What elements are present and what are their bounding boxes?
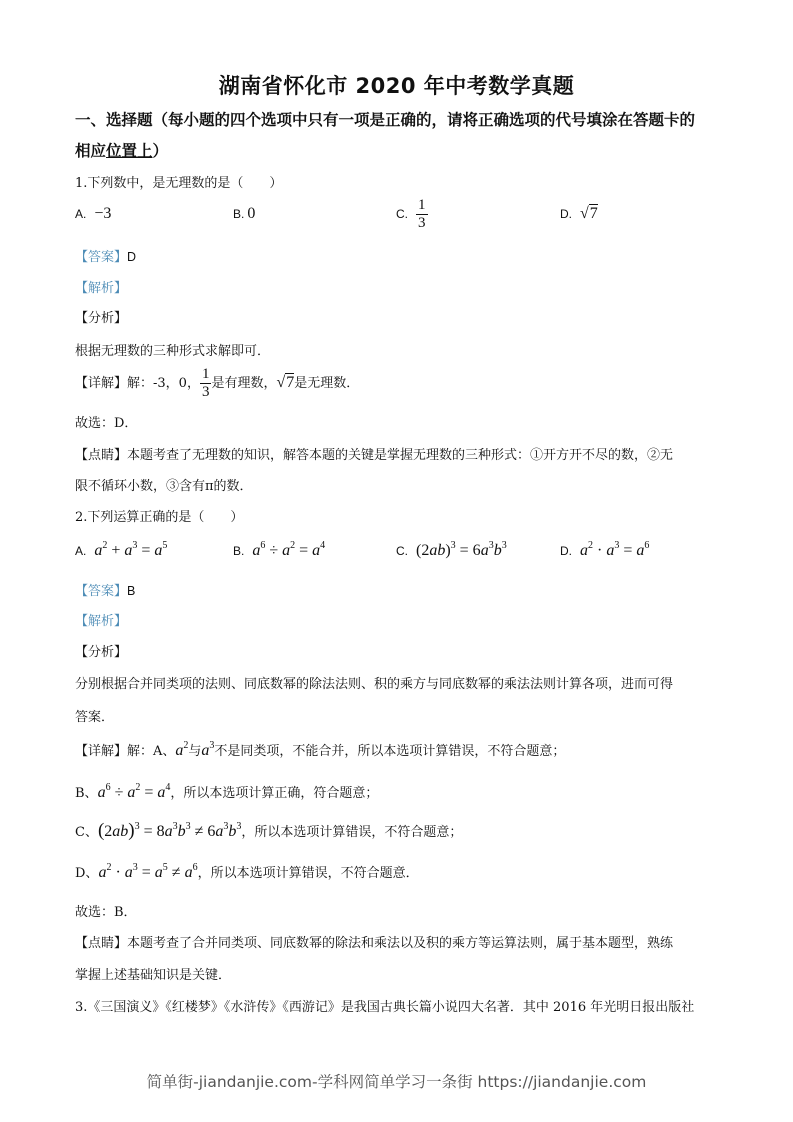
option-label: D. <box>560 544 572 558</box>
xiangjie-text: B、 <box>75 786 98 801</box>
q2-option-c: C. $(2ab)^3 = 6a^3b^3$ <box>396 540 507 559</box>
fraction: $\frac{1}{3}$ <box>201 366 210 400</box>
q1-fenxi-tag: 【分析】 <box>75 311 128 326</box>
section-heading-part: ） <box>152 142 169 160</box>
q1-choice: 故选：D． <box>75 416 138 431</box>
option-label: A. <box>75 207 87 221</box>
radical-icon: √ <box>580 205 589 222</box>
option-label: C. <box>396 544 408 558</box>
q1-dianjing-line2: 限不循环小数，③含有π的数． <box>75 479 253 494</box>
dianjing-tag: 【点睛】 <box>75 936 128 951</box>
section-heading: 一、选择题（每小题的四个选项中只有一项是正确的，请将正确选项的代号填涂在答题卡的 <box>75 111 696 129</box>
option-label: C. <box>396 207 408 221</box>
xiangjie-tag: 【详解】 <box>75 376 128 391</box>
xiangjie-text: 是无理数． <box>294 376 360 391</box>
section-heading-underlined: 位置上 <box>106 142 153 160</box>
q1-fenxi-text: 根据无理数的三种形式求解即可． <box>75 344 271 359</box>
answer-value: D <box>127 250 137 264</box>
xiangjie-text: 不是同类项，不能合并，所以本选项计算错误，不符合题意； <box>214 744 566 759</box>
q2-xiangjie-a: 【详解】解：A、$a^2$与$a^3$不是同类项，不能合并，所以本选项计算错误，不符合题意； <box>75 740 566 759</box>
q2-xiangjie-c: C、$(2ab)^3 = 8a^3b^3 \ne 6a^3b^3$，所以本选项计算错误，不符合题意； <box>75 820 463 841</box>
q2-dianjing <box>75 932 673 951</box>
section-heading-continued <box>75 139 168 161</box>
q1-answer <box>75 246 136 265</box>
xiangjie-tag: 【详解】 <box>75 744 128 759</box>
fraction: $\frac{1}{3}$ <box>418 197 426 231</box>
q2-option-b: B. $a^6 \div a^2 = a^4$ <box>233 540 326 559</box>
xiangjie-text: 解：A、 <box>127 744 176 759</box>
xiangjie-text: 解：-3，0， <box>127 376 200 391</box>
section-heading-part: 相应 <box>75 142 107 160</box>
q2-fenxi-line1: 分别根据合并同类项的法则、同底数幂的除法法则、积的乘方与同底数幂的乘法法则计算各项，进而可得 <box>75 677 674 692</box>
q1-option-b <box>233 205 255 223</box>
q2-fenxi-tag: 【分析】 <box>75 645 128 660</box>
q1-option-d <box>560 205 598 223</box>
q1-jiexi-tag: 【解析】 <box>75 281 128 296</box>
q2-option-d: D. $a^2 \cdot a^3 = a^6$ <box>560 540 650 559</box>
option-value: −3 <box>94 205 112 222</box>
xiangjie-text: 是有理数， <box>211 376 277 391</box>
q1-xiangjie <box>75 366 359 401</box>
xiangjie-text: ，所以本选项计算错误，不符合题意； <box>241 825 463 840</box>
question-1-stem: 1.下列数中，是无理数的是（ ） <box>75 176 283 191</box>
option-value: 0 <box>247 205 256 222</box>
answer-value: B <box>127 584 136 598</box>
xiangjie-text: ，所以本选项计算错误，不符合题意． <box>197 866 419 881</box>
square-root: √7 <box>580 205 598 222</box>
page-title: 湖南省怀化市 2020 年中考数学真题 <box>218 74 575 98</box>
xiangjie-text: ，所以本选项计算正确，符合题意； <box>170 786 379 801</box>
xiangjie-text: D、 <box>75 866 99 881</box>
square-root: √7 <box>276 374 295 391</box>
dianjing-text: 本题考查了无理数的知识，解答本题的关键是掌握无理数的三种形式：①开方开不尽的数，②无 <box>127 448 674 463</box>
option-label: D. <box>560 207 572 221</box>
q2-jiexi-tag: 【解析】 <box>75 614 128 629</box>
xiangjie-text: 与 <box>188 744 202 759</box>
q1-option-c <box>396 197 428 232</box>
q2-answer <box>75 580 135 599</box>
q2-choice: 故选：B． <box>75 905 137 920</box>
question-3-stem: 3.《三国演义》《红楼梦》《水浒传》《西游记》是我国古典长篇小说四大名著．其中 2016 年光明日报出版社 <box>75 1000 695 1015</box>
question-2-stem: 2.下列运算正确的是（ ） <box>75 510 244 525</box>
option-label: B. <box>233 544 245 558</box>
q1-option-a <box>75 205 111 223</box>
dianjing-text: 本题考查了合并同类项、同底数幂的除法和乘法以及积的乘方等运算法则，属于基本题型，熟练 <box>127 936 674 951</box>
q2-xiangjie-b: B、$a^6 \div a^2 = a^4$，所以本选项计算正确，符合题意； <box>75 782 379 801</box>
answer-tag: 【答案】 <box>75 584 128 599</box>
q2-dianjing-line2: 掌握上述基础知识是关键． <box>75 968 232 983</box>
option-label: B. <box>233 207 245 221</box>
option-label: A. <box>75 544 87 558</box>
xiangjie-text: C、 <box>75 825 98 840</box>
q2-fenxi-line2: 答案． <box>75 710 115 725</box>
q1-dianjing <box>75 444 673 463</box>
answer-tag: 【答案】 <box>75 250 128 265</box>
q2-xiangjie-d: D、$a^2 \cdot a^3 = a^5 \ne a^6$，所以本选项计算错误，不符合题意． <box>75 862 419 881</box>
dianjing-tag: 【点睛】 <box>75 448 128 463</box>
q2-option-a: A. $a^2 + a^3 = a^5$ <box>75 540 168 559</box>
footer-watermark: 简单街-jiandanjie.com-学科网简单学习一条街 https://jiandanjie.com <box>146 1073 647 1091</box>
